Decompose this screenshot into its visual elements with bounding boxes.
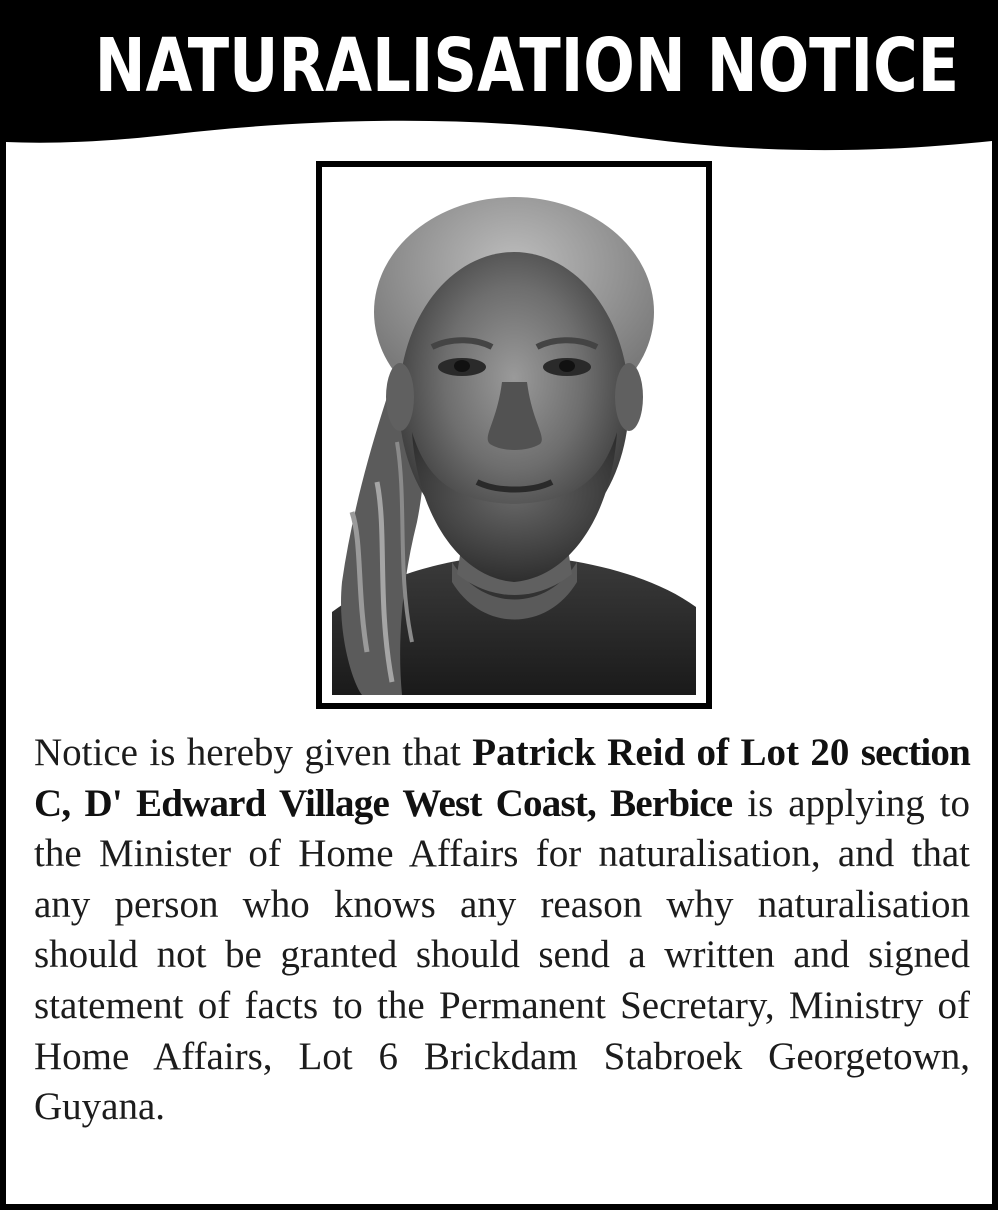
notice-title: NATURALISATION NOTICE: [94, 23, 960, 109]
notice-body-text: is applying to the Minister of Home Affairs for naturalisation, and that any person who knows any reason why naturalisation should not be granted should send a written and signed statement of facts to the Permanent Secretary, Ministry of Home Affairs, Lot 6 Brickdam Stabroek Georgetown, Guyana.: [34, 781, 970, 1129]
notice-body: [34, 728, 970, 1133]
applicant-name-address-line1: Patrick Reid of Lot 20: [472, 731, 850, 774]
photo-frame: [316, 161, 712, 709]
notice-intro: Notice is hereby given that: [34, 731, 461, 774]
applicant-name-address-line2: section C, D' Edward Village West Coast, Berbice: [34, 731, 971, 825]
applicant-photo: [332, 182, 696, 695]
